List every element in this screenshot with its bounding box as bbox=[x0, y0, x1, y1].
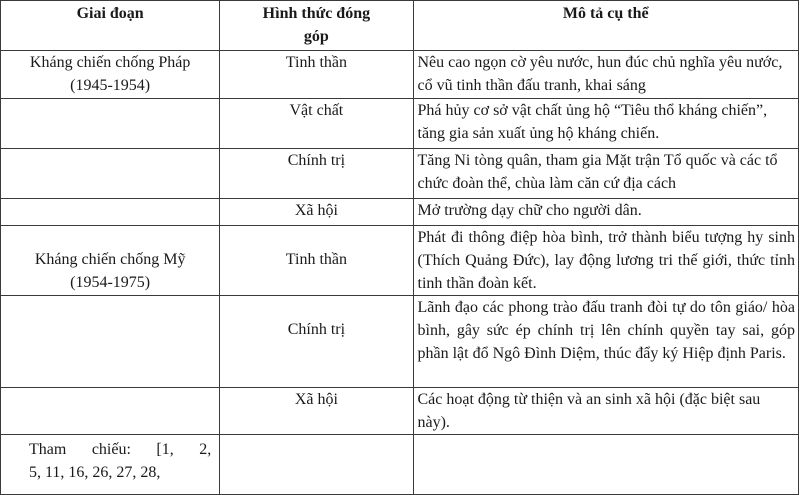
table-row bbox=[1, 149, 799, 199]
table-header-row bbox=[1, 1, 799, 51]
period-name: Kháng chiến chống Mỹ bbox=[34, 251, 186, 268]
table-row bbox=[1, 199, 799, 226]
table-row bbox=[1, 51, 799, 99]
header-description: Mô tả cụ thể bbox=[413, 1, 799, 51]
form-cell: Xã hội bbox=[220, 388, 413, 435]
period-cell bbox=[1, 149, 220, 199]
description-cell: Phá hủy cơ sở vật chất ủng hộ “Tiêu thổ kháng chiến”, tăng gia sản xuất ủng hộ kháng chiến. bbox=[413, 99, 799, 149]
description-cell: Phát đi thông điệp hòa bình, trở thành biểu tượng hy sinh (Thích Quảng Đức), lay động lương tri thế giới, thức tỉnh tinh thần đoàn kết. bbox=[413, 226, 799, 296]
form-cell: Vật chất bbox=[220, 99, 413, 149]
header-form: Hình thức đóng góp bbox=[220, 1, 413, 51]
table-row bbox=[1, 99, 799, 149]
table-row bbox=[1, 226, 799, 296]
period-cell bbox=[1, 199, 220, 226]
period-name: Kháng chiến chống Pháp bbox=[29, 54, 191, 71]
description-cell: Lãnh đạo các phong trào đấu tranh đòi tự do tôn giáo/ hòa bình, gây sức ép chính trị lên chính quyền tay sai, góp phần lật đổ Ngô Đình Diệm, thúc đẩy ký Hiệp định Paris. bbox=[413, 296, 799, 388]
period-cell bbox=[1, 226, 220, 296]
header-period: Giai đoạn bbox=[1, 1, 220, 51]
description-cell: Mở trường dạy chữ cho người dân. bbox=[413, 199, 799, 226]
reference-line: Tham chiếu: [1, 2, bbox=[29, 441, 212, 458]
period-cell bbox=[1, 388, 220, 435]
period-cell bbox=[1, 99, 220, 149]
description-cell: Tăng Ni tòng quân, tham gia Mặt trận Tổ quốc và các tổ chức đoàn thể, chùa làm căn cứ địa cách bbox=[413, 149, 799, 199]
form-cell: Chính trị bbox=[220, 296, 413, 388]
period-years: (1954-1975) bbox=[70, 274, 151, 291]
form-cell: Tinh thần bbox=[220, 226, 413, 296]
reference-line: 5, 11, 16, 26, 27, 28, bbox=[29, 464, 161, 481]
form-cell: Xã hội bbox=[220, 199, 413, 226]
form-cell: Chính trị bbox=[220, 149, 413, 199]
table-row bbox=[1, 296, 799, 388]
period-cell bbox=[1, 51, 220, 99]
period-years: (1945-1954) bbox=[70, 77, 151, 94]
description-cell: Nêu cao ngọn cờ yêu nước, hun đúc chủ nghĩa yêu nước, cổ vũ tinh thần đấu tranh, khai sáng bbox=[413, 51, 799, 99]
period-cell bbox=[1, 296, 220, 388]
description-cell bbox=[413, 435, 799, 495]
table-row bbox=[1, 388, 799, 435]
reference-row bbox=[1, 435, 799, 495]
form-cell bbox=[220, 435, 413, 495]
form-cell: Tinh thần bbox=[220, 51, 413, 99]
description-cell: Các hoạt động từ thiện và an sinh xã hội (đặc biệt sau này). bbox=[413, 388, 799, 435]
reference-cell bbox=[1, 435, 220, 495]
